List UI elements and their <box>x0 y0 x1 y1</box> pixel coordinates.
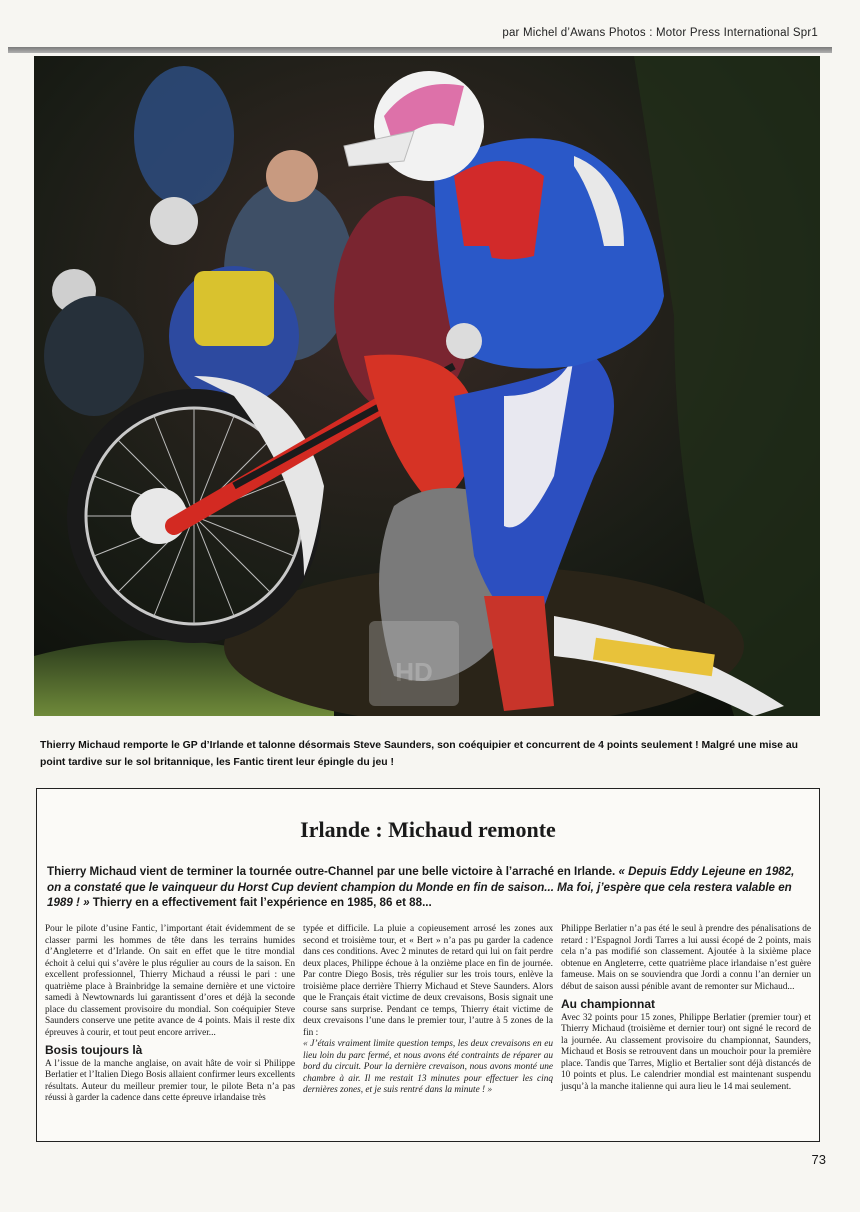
photo-illustration <box>34 56 820 716</box>
column-1-paragraph-1: Pour le pilote d’usine Fantic, l’important était évidemment de se classer parmi les hommes de tête dans les terrains humides d’Angleterre et d’Irlande. On sait en effet que le titre mondial échoit à celui qui s’avère le plus régulier au cours de la saison. En excellent professionnel, Thierry Michaud a réussi le pari : une quatrième place à Brainbridge la semaine dernière et une victoire samedi à Newtownards lui garantissent d’ores et déjà la seconde place du classement provisoire du mondial. Son coéquipier Steve Saunders conserve une petite avance de 4 points. Mais il reste dix épreuves à courir, et tout peut encore arriver... <box>45 924 295 1038</box>
column-3-paragraph-2: Avec 32 points pour 15 zones, Philippe Berlatier (premier tour) et Thierry Michaud (troisième et dernier tour) ont signé le record de la journée. Au classement provisoire du championnat, Saunders, Michaud et Bosis se retrouvent dans un mouchoir pour la première place. Tandis que Tarres, Miglio et Bertalier sont déjà distancés de 10 points et plus. Le calendrier mondial est maintenant suspendu jusqu’à la manche italienne qui aura lieu le 14 mai seulement. <box>561 1012 811 1092</box>
column-1-paragraph-2: A l’issue de la manche anglaise, on avait hâte de voir si Philippe Berlatier et l’Italien Diego Bosis allaient confirmer leurs excellents résultats. Auteur du meilleur premier tour, le pilote Beta n’a pas réussi à garder la cadence dans cette épreuve irlandaise très <box>45 1058 295 1103</box>
article-box <box>36 788 820 1142</box>
page-number: 73 <box>811 1152 826 1167</box>
column-1 <box>45 924 295 1105</box>
article-columns <box>45 924 811 1105</box>
subheading-championnat: Au championnat <box>561 997 656 1011</box>
column-2-quote <box>303 1039 553 1097</box>
article-lead <box>47 864 809 911</box>
article-title: Irlande : Michaud remonte <box>300 817 556 842</box>
column-2-paragraph-1: typée et difficile. La pluie a copieusement arrosé les zones aux second et troisième tour, et « Bert » n’a pas pu garder la cadence dans ces conditions. Avec 2 minutes de retard qui lui on fait perdre deux places, Philippe échoue à la onzième place en fin de journée. Par contre Diego Bosis, très régulier sur les trois tours, enlève la troisième place derrière Thierry Michaud et Steve Saunders. Alors que le Français était victime de deux crevaisons, Bosis signait une course sans surprise. Pendant ce temps, Thierry était victime de deux crevaisons l’une dans le premier tour, l’autre à 5 zones de la fin : <box>303 924 553 1038</box>
lead-plain: Thierry Michaud vient de terminer la tournée outre-Channel par une belle victoire à l’arraché en Irlande. <box>47 865 616 878</box>
watermark-text: HD <box>395 657 433 687</box>
lead-end: Thierry en a effectivement fait l’expérience en 1985, 86 et 88... <box>92 896 432 909</box>
subheading-bosis: Bosis toujours là <box>45 1043 143 1057</box>
photo-credit: par Michel d’Awans Photos : Motor Press International Spr1 <box>502 27 818 39</box>
column-2 <box>303 924 553 1105</box>
quote-text: « J’étais vraiment limite question temps, les deux crevaisons en eu lieu loin du parc fermé, et nous avons été contraints de réparer au bord du circuit. Pour la dernière crevaison, nous avons monté une chambre à air. Il me restait 13 minutes pour effectuer les cinq dernières zones, et je suis rentré dans la minute ! » <box>303 1039 553 1095</box>
lead-quote: « Depuis Eddy Lejeune en 1982, on a constaté que le vainqueur du Horst Cup devient champion du Monde en fin de saison... Ma foi, j’espère que cela restera valable en 1989 ! » <box>47 865 795 909</box>
trial-rider-photo <box>34 56 820 716</box>
column-3-paragraph-1: Philippe Berlatier n’a pas été le seul à prendre des pénalisations de retard : l’Espagnol Jordi Tarres a lui aussi écopé de 2 points, mais cela n’a pas modifié son classement. Ajoutée à la sixième place obtenue en Angleterre, cette quatrième place irlandaise n’est guère fameuse. Mais on se souviendra que Jordi a connu l’an dernier un début de saison aussi pénible avant de remonter sur Michaud... <box>561 924 811 992</box>
photo-caption: Thierry Michaud remporte le GP d’Irlande et talonne désormais Steve Saunders, son coéquipier et concurrent de 4 points seulement ! Malgré une mise au point tardive sur le sol britannique, les Fantic tirent leur épingle du jeu ! <box>40 740 798 768</box>
column-3 <box>561 924 811 1105</box>
header-rule <box>8 47 832 53</box>
